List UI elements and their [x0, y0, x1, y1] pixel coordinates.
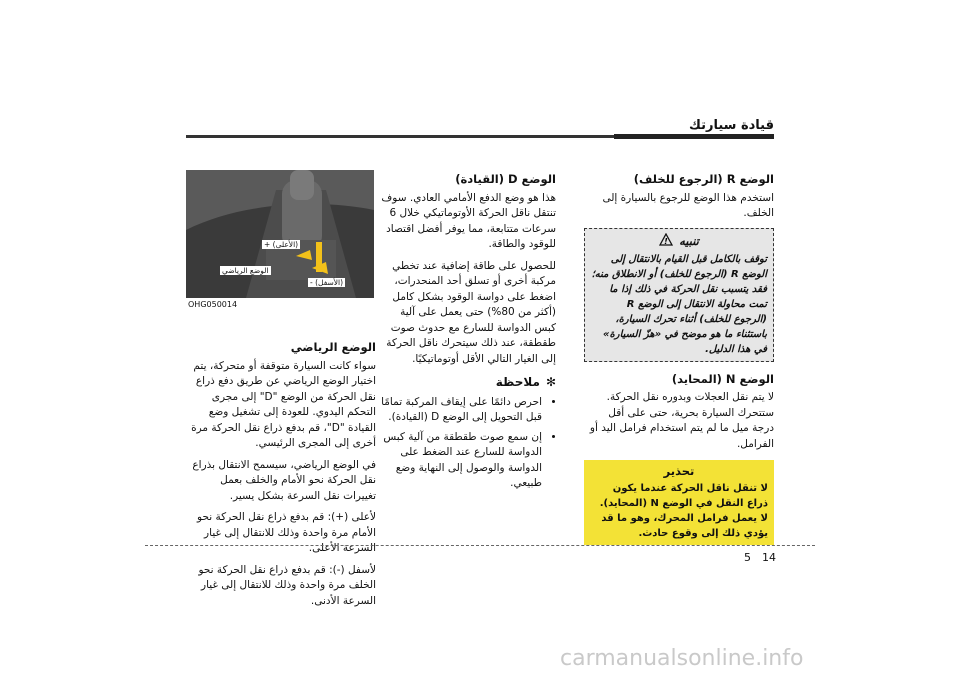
note-heading: [376, 375, 556, 391]
label-minus: (الأسفل) -: [310, 278, 344, 287]
section-n-text: لا يتم نقل العجلات وبدوره نقل الحركة. ستتحرك السيارة بحرية، حتى على أقل درجة ميل ما لم يتم استخدام فرامل اليد أو الفرامل.: [589, 391, 774, 450]
caution-text: لا تنقل ناقل الحركة عندما يكون ذراع النقل في الوضع N (المحايد). لا يعمل فرامل المحرك، وهو ما قد يؤدي ذلك إلى وقوع حادث.: [599, 483, 768, 539]
footer-divider: [145, 545, 815, 546]
column-left: [186, 340, 376, 615]
section-r-heading: الوضع R (الرجوع للخلف): [633, 172, 774, 186]
section-sport-p1: سواء كانت السيارة متوقفة أو متحركة، يتم اختيار الوضع الرياضي عن طريق دفع ذراع نقل الحركة من الوضع "D" إلى مجرى التحكم اليدوي. للعودة إلى تشغيل وضع القيادة "D"، قم بدفع ذراع نقل الحركة مرة أخرى إلى المجرى الرئيسي.: [191, 359, 376, 449]
section-sport-p3: لأعلى (+): قم بدفع ذراع نقل الحركة نحو الأمام مرة واحدة وذلك للانتقال إلى غيار السرعة الأعلى.: [197, 511, 376, 554]
column-right: [584, 172, 774, 545]
svg-text:!: !: [664, 236, 668, 246]
label-sport: الوضع الرياضي: [222, 266, 269, 275]
chapter-title: قيادة سيارتك: [688, 118, 774, 133]
section-sport-heading: الوضع الرياضي: [290, 340, 376, 354]
note-list: [376, 395, 556, 492]
column-middle: [376, 172, 556, 496]
note-item: • إن سمع صوت طقطقة من آلية كبس الدواسة للسارع عند الضغط على الدواسة والوصول إلى النهاية وضع طبيعي.: [376, 430, 542, 492]
note-item: • احرص دائمًا على إيقاف المركبة تمامًا قبل التحويل إلى الوضع D (القيادة).: [376, 395, 542, 426]
label-plus: (الأعلى) +: [264, 240, 299, 249]
warning-title: تنبيه: [679, 233, 699, 248]
page-number: 14: [762, 551, 776, 564]
section-d-p1: هذا هو وضع الدفع الأمامي العادي. سوف تنتقل ناقل الحركة الأوتوماتيكي خلال 6 سرعات متتابعة، مما يوفر أفضل اقتصاد للوقود والطاقة.: [381, 191, 556, 250]
gear-shift-illustration: [186, 170, 374, 298]
note-title: ملاحظة: [495, 375, 540, 389]
asterisk-icon: ✻: [545, 375, 556, 389]
section-n-heading: الوضع N (المحايد): [671, 371, 774, 386]
warning-title-row: [591, 233, 767, 250]
caution-box: [584, 460, 774, 545]
section-d-p2: للحصول على طاقة إضافية عند تخطي مركبة أخرى أو تسلق أحد المنحدرات، اضغط على دواسة الوقود بشكل كامل (أكثر من 80%) حتى يعمل على آلية كبس الدواسة للسارع مع حدوث صوت طقطقة، عند ذلك سيتحرك ناقل الحركة إلى الغيار التالي الأقل أوتوماتيكيًا.: [386, 259, 556, 365]
section-sport-p2: في الوضع الرياضي، سيسمح الانتقال بذراع نقل الحركة نحو الأمام والخلف بعمل تغييرات نقل السرعة بشكل يسير.: [192, 458, 376, 502]
warning-triangle-icon: [659, 233, 673, 250]
section-r-text: استخدم هذا الوضع للرجوع بالسيارة إلى الخلف.: [602, 191, 774, 219]
section-number: 5: [744, 551, 751, 564]
section-sport-p4: لأسفل (-): قم بدفع ذراع نقل الحركة نحو الخلف مرة واحدة وذلك للانتقال إلى غيار السرعة الأدنى.: [198, 563, 376, 607]
section-d-heading: الوضع D (القيادة): [455, 172, 556, 186]
warning-box: [584, 228, 774, 362]
watermark: carmanualsonline.info: [560, 646, 804, 671]
gear-shift-photo: [186, 170, 374, 298]
figure-code: OHG050014: [188, 300, 238, 309]
caution-title: تحذير: [663, 464, 695, 478]
warning-text: توقف بالكامل قبل القيام بالانتقال إلى الوضع R (الرجوع للخلف) أو الانطلاق منه؛ فقد يتسبب نقل الحركة في ذلك إذا ما تمت محاولة الانتقال إلى الوضع R (الرجوع للخلف) أثناء تحرك السيارة، باستثناء ما هو موضح في «هزّ السيارة» في هذا الدليل.: [591, 253, 767, 355]
header-divider-accent: [614, 134, 774, 139]
